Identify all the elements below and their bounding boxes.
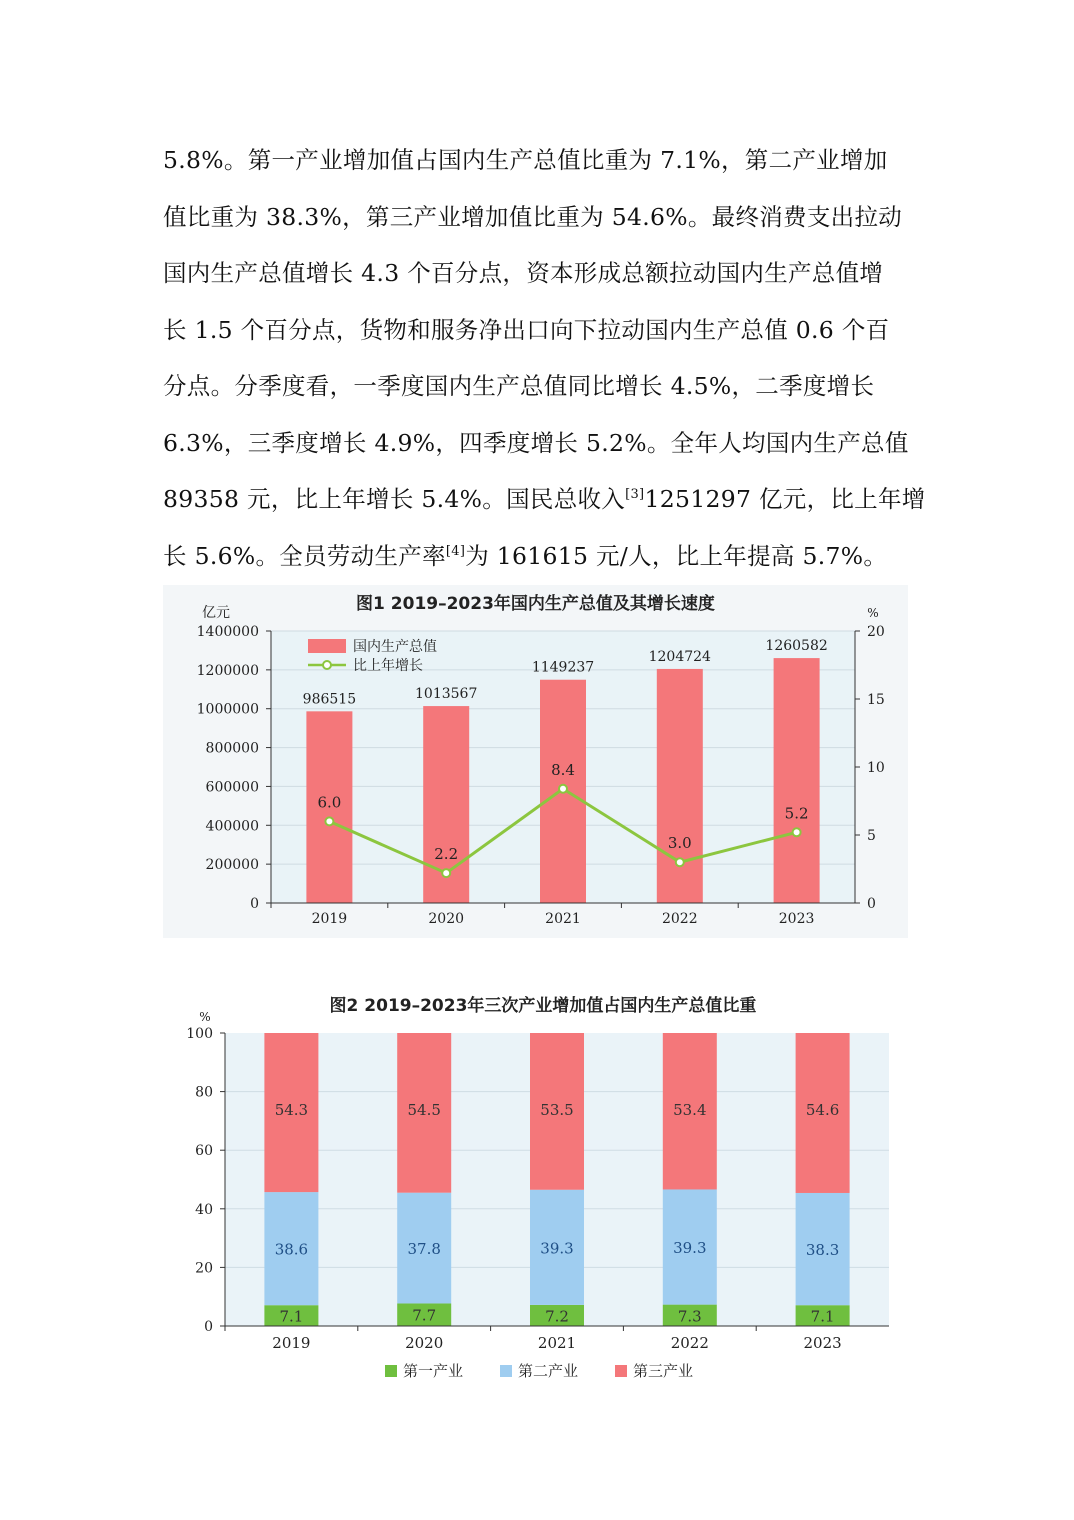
y-right-tick-label: 0 [867, 896, 876, 912]
legend-swatch [385, 1365, 397, 1377]
y-tick-label: 80 [195, 1084, 213, 1101]
gdp-bar [657, 669, 703, 903]
growth-point [676, 858, 684, 866]
segment-value-label: 53.4 [673, 1101, 707, 1119]
figure-2-industry-share-chart [163, 985, 903, 1385]
gdp-chart-svg [163, 585, 908, 938]
x-tick-label: 2021 [545, 911, 581, 927]
growth-label: 3.0 [667, 834, 692, 853]
y-left-unit: 亿元 [202, 605, 230, 621]
segment-value-label: 7.3 [677, 1307, 702, 1326]
gdp-bar-label: 1013567 [415, 686, 478, 703]
text-segment: 1251297 亿元，比上年增 [644, 485, 926, 513]
growth-point [793, 828, 801, 836]
y-right-tick-label: 20 [867, 624, 885, 640]
chart-title: 图2 2019–2023年三次产业增加值占国内生产总值比重 [329, 996, 757, 1016]
legend-label-growth: 比上年增长 [353, 658, 423, 674]
growth-point [325, 817, 333, 825]
y-right-tick-label: 5 [867, 828, 876, 844]
x-tick-label: 2020 [405, 1334, 444, 1352]
y-left-tick-label: 800000 [205, 740, 259, 757]
y-tick-label: 0 [204, 1319, 213, 1335]
growth-point [442, 869, 450, 877]
y-left-tick-label: 600000 [205, 779, 259, 796]
text-segment: 长 5.6%。全员劳动生产率 [163, 541, 446, 570]
gdp-bar-label: 1204724 [648, 648, 711, 665]
footnote-ref-3[interactable]: [3] [625, 487, 645, 502]
growth-label: 2.2 [434, 845, 459, 864]
footnote-ref-4[interactable]: [4] [445, 543, 466, 559]
legend-swatch-gdp [308, 639, 346, 653]
y-left-tick-label: 200000 [205, 857, 259, 874]
segment-value-label: 39.3 [540, 1239, 574, 1258]
growth-point [559, 785, 567, 793]
text-line: 分点。分季度看，一季度国内生产总值同比增长 4.5%，二季度增长 [163, 372, 875, 400]
gdp-bar-label: 1260582 [765, 638, 828, 655]
legend-label: 第二产业 [518, 1362, 579, 1380]
body-paragraph [163, 132, 926, 584]
figure-1-gdp-chart [163, 585, 908, 938]
y-tick-label: 20 [195, 1260, 213, 1277]
y-left-tick-label: 0 [250, 896, 259, 912]
x-tick-label: 2023 [803, 1334, 842, 1352]
text-line: 值比重为 38.3%，第三产业增加值比重为 54.6%。最终消费支出拉动 [163, 202, 903, 231]
legend-marker-growth [323, 661, 331, 669]
legend-label-gdp: 国内生产总值 [353, 639, 437, 655]
legend-swatch [500, 1365, 512, 1377]
segment-value-label: 7.1 [810, 1307, 835, 1326]
legend-swatch [615, 1365, 627, 1377]
y-unit: % [199, 1010, 211, 1024]
x-tick-label: 2021 [537, 1334, 577, 1352]
gdp-bar-label: 986515 [302, 691, 357, 708]
x-tick-label: 2022 [670, 1334, 709, 1352]
gdp-bar-label: 1149237 [531, 659, 595, 676]
industry-share-chart-svg [163, 985, 903, 1385]
y-right-unit: % [867, 606, 879, 620]
legend-label: 第一产业 [403, 1362, 464, 1380]
text-segment: 89358 元，比上年增长 5.4%。国民总收入 [163, 485, 626, 513]
legend-label: 第三产业 [633, 1362, 694, 1380]
growth-label: 6.0 [317, 793, 342, 812]
text-line: 国内生产总值增长 4.3 个百分点，资本形成总额拉动国内生产总值增 [163, 259, 884, 287]
segment-value-label: 38.6 [274, 1240, 309, 1259]
x-tick-label: 2019 [311, 911, 348, 927]
segment-value-label: 7.7 [412, 1306, 437, 1325]
y-right-tick-label: 15 [867, 692, 885, 708]
x-tick-label: 2019 [272, 1334, 311, 1352]
segment-value-label: 37.8 [407, 1240, 441, 1259]
y-tick-label: 100 [186, 1026, 213, 1042]
y-left-tick-label: 1000000 [196, 701, 259, 718]
x-tick-label: 2020 [428, 911, 465, 927]
gdp-bar [774, 658, 820, 903]
y-left-tick-label: 1400000 [196, 624, 259, 640]
segment-value-label: 54.3 [274, 1101, 309, 1119]
segment-value-label: 54.5 [407, 1101, 441, 1119]
segment-value-label: 54.6 [805, 1101, 840, 1119]
y-tick-label: 40 [195, 1201, 213, 1218]
segment-value-label: 7.2 [545, 1307, 569, 1326]
text-line: 长 1.5 个百分点，货物和服务净出口向下拉动国内生产总值 0.6 个百 [163, 315, 890, 344]
segment-value-label: 38.3 [805, 1241, 840, 1260]
growth-label: 8.4 [551, 760, 575, 779]
text-segment: 为 161615 元/人，比上年提高 5.7%。 [465, 541, 888, 570]
x-tick-label: 2022 [661, 911, 698, 927]
y-right-tick-label: 10 [867, 760, 885, 776]
y-left-tick-label: 400000 [205, 818, 259, 835]
x-tick-label: 2023 [778, 911, 815, 927]
chart-title: 图1 2019–2023年国内生产总值及其增长速度 [356, 594, 715, 614]
text-line: 5.8%。第一产业增加值占国内生产总值比重为 7.1%，第二产业增加 [163, 146, 888, 174]
text-line: 6.3%，三季度增长 4.9%，四季度增长 5.2%。全年人均国内生产总值 [163, 428, 909, 457]
segment-value-label: 39.3 [673, 1239, 707, 1258]
segment-value-label: 7.1 [279, 1307, 304, 1326]
y-left-tick-label: 1200000 [196, 662, 259, 679]
y-tick-label: 60 [195, 1143, 213, 1160]
text-line [163, 528, 923, 585]
growth-label: 5.2 [784, 804, 809, 823]
text-line [163, 471, 926, 528]
segment-value-label: 53.5 [540, 1101, 574, 1119]
